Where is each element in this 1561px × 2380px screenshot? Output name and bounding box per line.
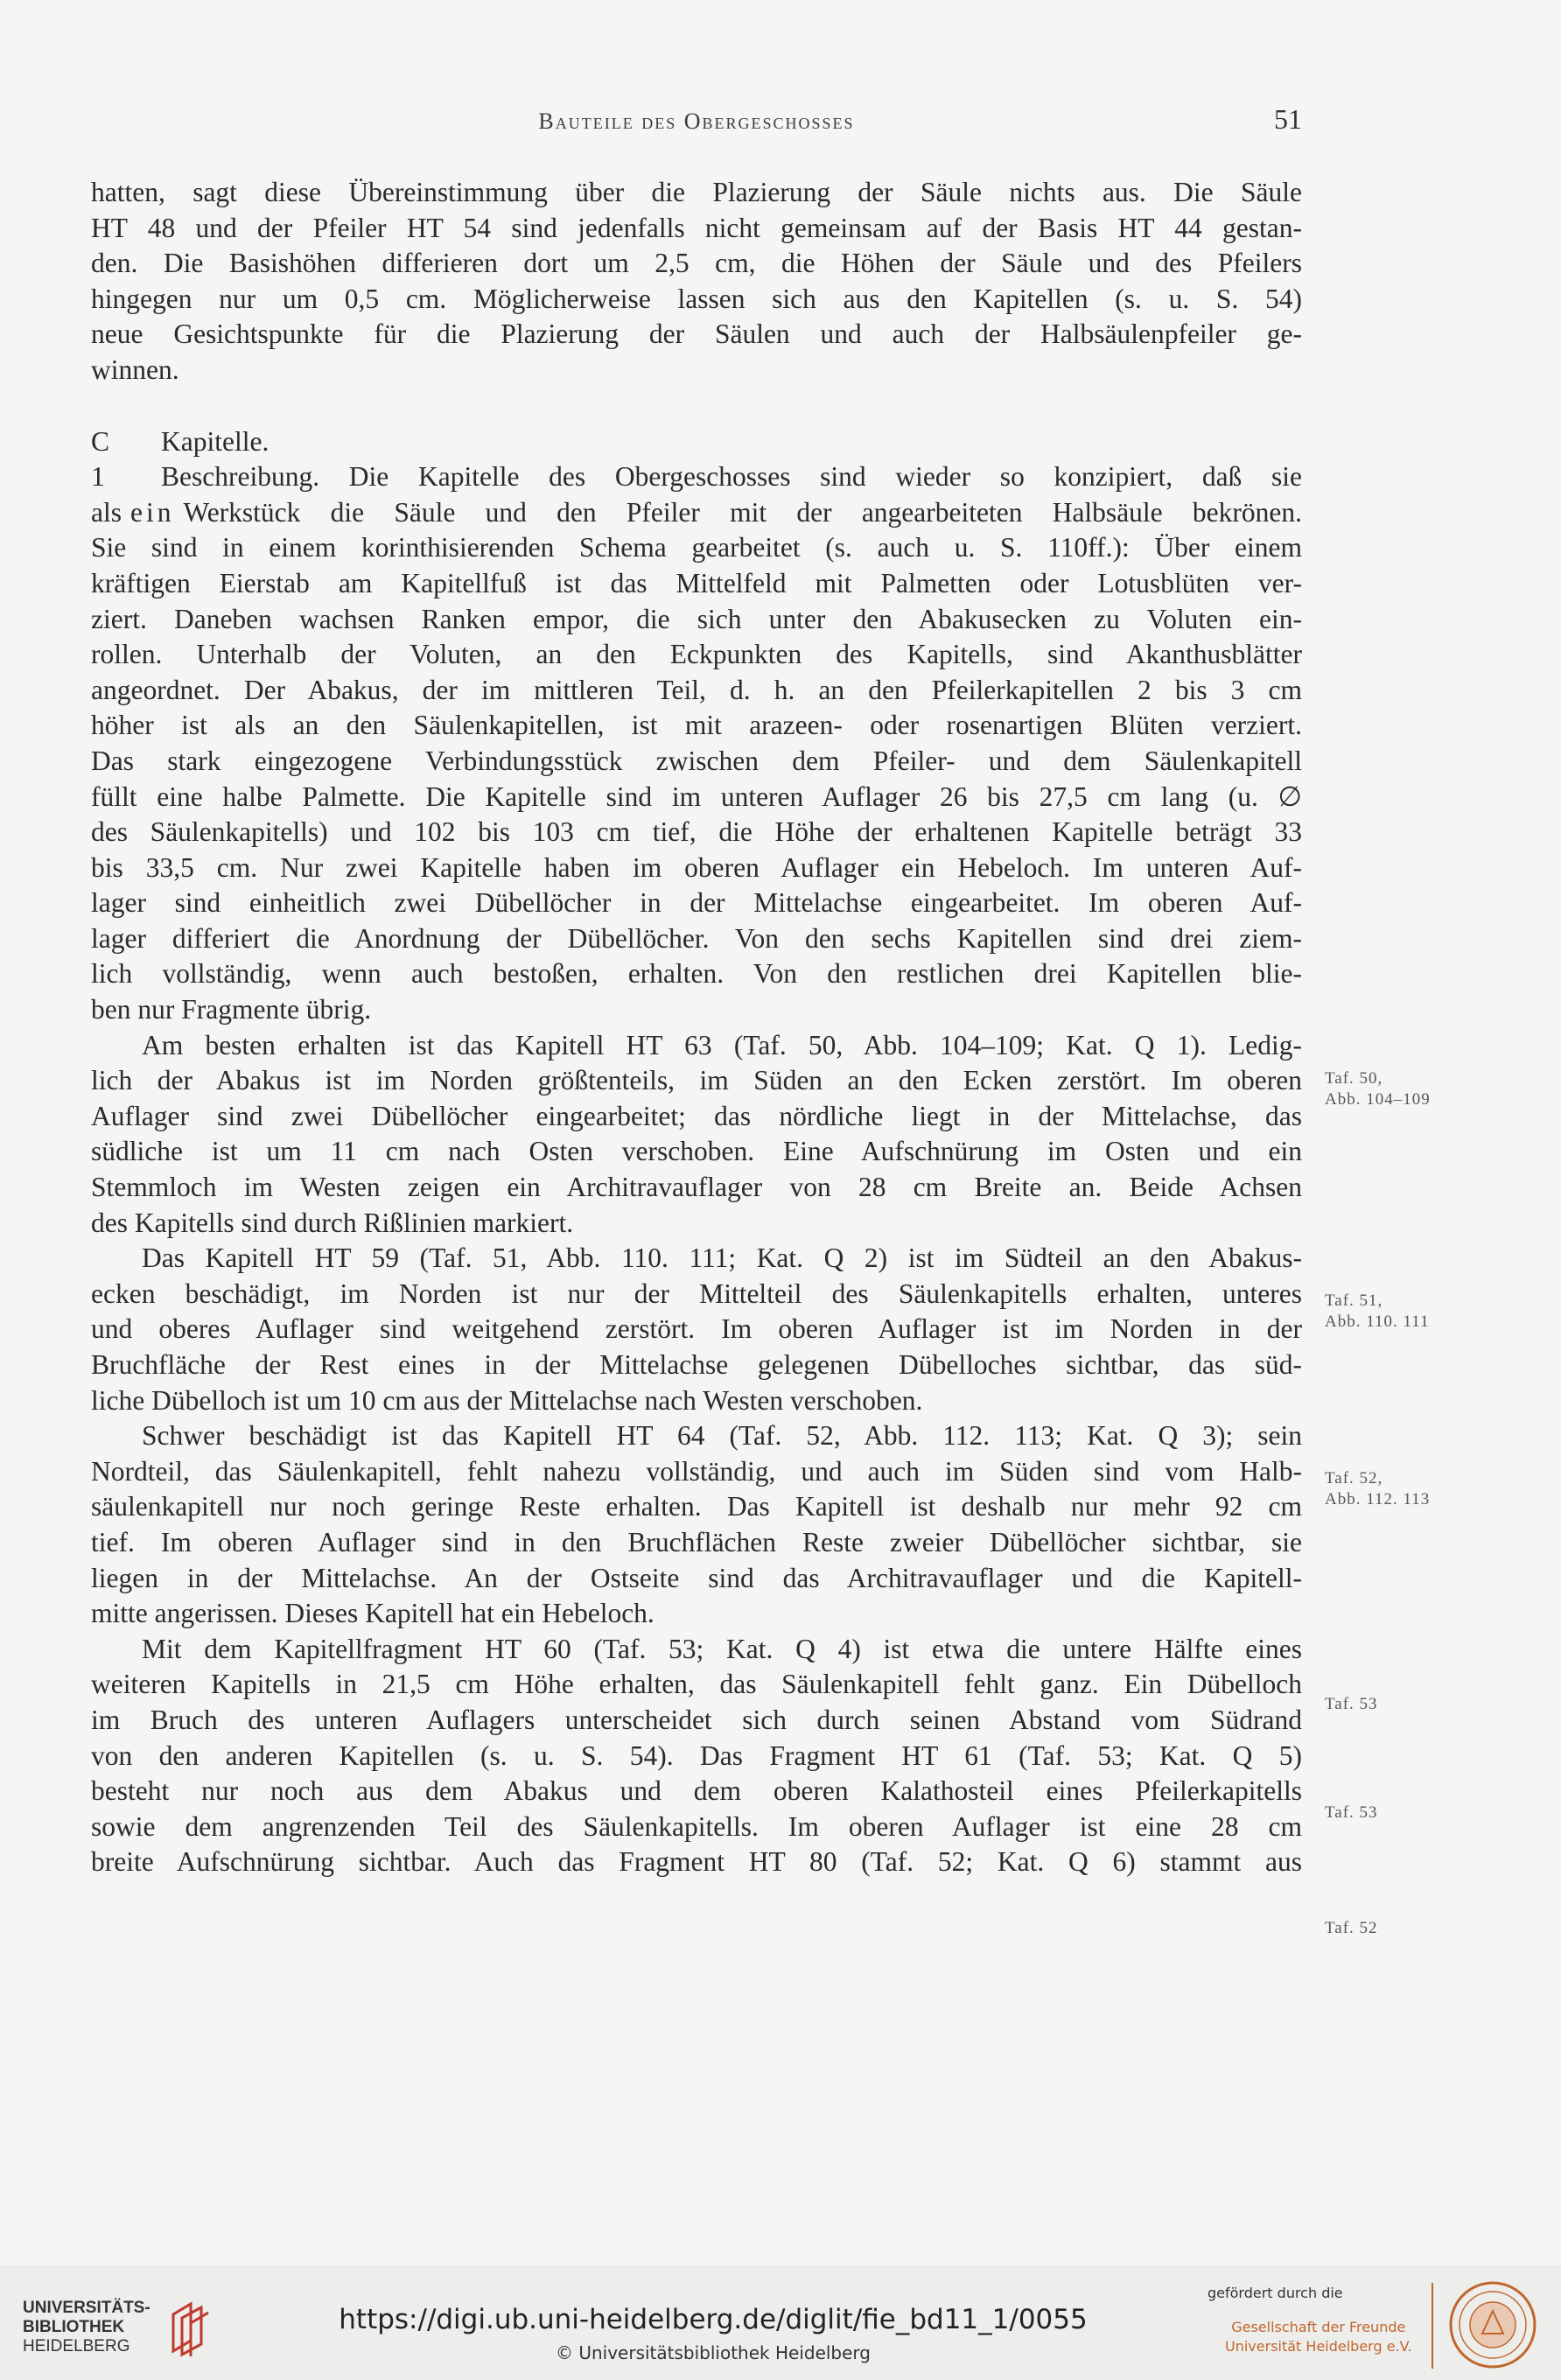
text-line: weiteren Kapitells in 21,5 cm Höhe erhalten, das Säulenkapitell fehlt ganz. Ein Dübelloch	[91, 1669, 1302, 1700]
text-line: höher ist als an den Säulenkapitellen, ist mit arazeen- oder rosenartigen Blüten verziert.	[91, 710, 1302, 741]
page-number: 51	[1274, 103, 1302, 135]
text-line: ben nur Fragmente übrig.	[91, 994, 372, 1026]
text-line: hingegen nur um 0,5 cm. Möglicherweise lassen sich aus den Kapitellen (s. u. S. 54)	[91, 283, 1302, 314]
text-line: Schwer beschädigt ist das Kapitell HT 64 (Taf. 52, Abb. 112. 113; Kat. Q 3); sein	[142, 1420, 1302, 1452]
library-logo-text	[23, 2299, 150, 2356]
text-line: angeordnet. Der Abakus, der im mittleren Teil, d. h. an den Pfeilerkapitellen 2 bis 3 cm	[91, 674, 1302, 705]
text-line: HT 48 und der Pfeiler HT 54 sind jedenfalls nicht gemeinsam auf der Basis HT 44 gestan-	[91, 212, 1302, 243]
text-line: winnen.	[91, 354, 179, 385]
section-heading	[91, 424, 1302, 460]
text-line: Nordteil, das Säulenkapitell, fehlt nahezu vollständig, und auch im Süden sind vom Halb-	[91, 1455, 1302, 1487]
body-text	[91, 175, 1302, 1880]
text-line: sowie dem angrenzenden Teil des Säulenkapitells. Im oberen Auflager ist eine 28 cm	[91, 1810, 1302, 1842]
text-line: ecken beschädigt, im Norden ist nur der Mittelteil des Säulenkapitells erhalten, unteres	[91, 1278, 1302, 1309]
subsection-line	[91, 459, 1302, 495]
text-line: und oberes Auflager sind weitgehend zerstört. Im oberen Auflager ist im Norden in der	[91, 1313, 1302, 1345]
text-line: von den anderen Kapitellen (s. u. S. 54). Das Fragment HT 61 (Taf. 53; Kat. Q 5)	[91, 1740, 1302, 1771]
text-line: lager sind einheitlich zwei Dübellöcher in der Mittelachse eingearbeitet. Im oberen Auf-	[91, 887, 1302, 919]
permalink-url[interactable]: https://digi.ub.uni-heidelberg.de/diglit/fie_bd11_1/0055	[339, 2304, 1088, 2335]
text-line: kräftigen Eierstab am Kapitellfuß ist das Mittelfeld mit Palmetten oder Lotusblüten ver-	[91, 567, 1302, 598]
text-line: liche Dübelloch ist um 10 cm aus der Mittelachse nach Westen verschoben.	[91, 1384, 923, 1416]
text-line: füllt eine halbe Palmette. Die Kapitelle sind im unteren Auflager 26 bis 27,5 cm lang (u. ∅	[91, 780, 1302, 812]
library-name-line: UNIVERSITÄTS-	[23, 2299, 150, 2317]
margin-note-line: Taf. 53	[1325, 1803, 1378, 1822]
section-letter: C	[91, 425, 110, 457]
sponsor-name	[1225, 2318, 1412, 2356]
text-line: den. Die Basishöhen differieren dort um 2,5 cm, die Höhen der Säule und des Pfeilers	[91, 248, 1302, 279]
sponsor-label: gefördert durch die	[1208, 2285, 1343, 2301]
text-line: Sie sind in einem korinthisierenden Schema gearbeitet (s. auch u. S. 110ff.): Über einem	[91, 532, 1302, 564]
text-line: südliche ist um 11 cm nach Osten verschoben. Eine Aufschnürung im Osten und ein	[91, 1136, 1302, 1167]
sponsor-name-line: Universität Heidelberg e.V.	[1225, 2338, 1412, 2355]
margin-note-line: Abb. 104–109	[1325, 1090, 1431, 1109]
subsection-number: 1	[91, 461, 105, 493]
text-line: Bruchfläche der Rest eines in der Mittelachse gelegenen Dübelloches sichtbar, das süd-	[91, 1349, 1302, 1380]
margin-note	[1325, 1802, 1378, 1824]
text-line: breite Aufschnürung sichtbar. Auch das Fragment HT 80 (Taf. 52; Kat. Q 6) stammt aus	[91, 1846, 1302, 1878]
university-seal-icon	[1447, 2279, 1538, 2370]
copyright-notice: © Universitätsbibliothek Heidelberg	[555, 2342, 871, 2363]
text-line: Mit dem Kapitellfragment HT 60 (Taf. 53; Kat. Q 4) ist etwa die untere Hälfte eines	[142, 1633, 1302, 1664]
text-line: Das stark eingezogene Verbindungsstück zwischen dem Pfeiler- und dem Säulenkapitell	[91, 745, 1302, 776]
margin-note	[1325, 1918, 1378, 1939]
sponsor-divider	[1432, 2283, 1433, 2369]
text-fragment: als	[91, 496, 122, 528]
text-line: Auflager sind zwei Dübellöcher eingearbeitet; das nördliche liegt in der Mittelachse, das	[91, 1100, 1302, 1131]
text-line: des Kapitells sind durch Rißlinien markiert.	[91, 1207, 574, 1238]
text-line: ziert. Daneben wachsen Ranken empor, die sich unter den Abakusecken zu Voluten ein-	[91, 603, 1302, 634]
margin-note-line: Taf. 50,	[1325, 1069, 1383, 1088]
text-line: säulenkapitell nur noch geringe Reste erhalten. Das Kapitell ist deshalb nur mehr 92 cm	[91, 1491, 1302, 1522]
margin-note	[1325, 1068, 1431, 1110]
text-line	[91, 495, 1302, 531]
text-line: tief. Im oberen Auflager sind in den Bruchflächen Reste zweier Dübellöcher sichtbar, sie	[91, 1526, 1302, 1558]
running-head	[91, 103, 1302, 144]
text-line: des Säulenkapitells) und 102 bis 103 cm tief, die Höhe der erhaltenen Kapitelle beträgt 33	[91, 816, 1302, 848]
library-name-line: HEIDELBERG	[23, 2337, 130, 2356]
subsection-text: Beschreibung. Die Kapitelle des Obergeschosses sind wieder so konzipiert, daß sie	[161, 461, 1302, 493]
text-line: liegen in der Mittelachse. An der Ostseite sind das Architravauflager und die Kapitell-	[91, 1562, 1302, 1593]
blank-line	[91, 388, 1302, 424]
text-line: bis 33,5 cm. Nur zwei Kapitelle haben im oberen Auflager ein Hebeloch. Im unteren Auf-	[91, 851, 1302, 883]
text-line: rollen. Unterhalb der Voluten, an den Eckpunkten des Kapitells, sind Akanthusblätter	[91, 639, 1302, 670]
margin-note	[1325, 1291, 1430, 1333]
text-line: neue Gesichtspunkte für die Plazierung der Säulen und auch der Halbsäulenpfeiler ge-	[91, 318, 1302, 350]
text-line: hatten, sagt diese Übereinstimmung über die Plazierung der Säule nichts aus. Die Säule	[91, 177, 1302, 207]
margin-note	[1325, 1468, 1430, 1510]
margin-note-line: Abb. 112. 113	[1325, 1490, 1431, 1508]
emphasized-word: ein	[130, 496, 175, 528]
text-line: besteht nur noch aus dem Abakus und dem oberen Kalathosteil eines Pfeilerkapitells	[91, 1775, 1302, 1807]
text-line: im Bruch des unteren Auflagers unterscheidet sich durch seinen Abstand vom Südrand	[91, 1704, 1302, 1735]
running-title: Bauteile des Obergeschosses	[538, 108, 855, 134]
text-line: Stemmloch im Westen zeigen ein Architravauflager von 28 cm Breite an. Beide Achsen	[91, 1172, 1302, 1203]
text-line: lager differiert die Anordnung der Dübellöcher. Von den sechs Kapitellen sind drei ziem-	[91, 922, 1302, 954]
section-title: Kapitelle.	[161, 425, 270, 457]
sponsor-name-line: Gesellschaft der Freunde	[1231, 2319, 1406, 2335]
margin-note	[1325, 1694, 1378, 1715]
library-emblem-icon	[156, 2299, 217, 2360]
text-line: mitte angerissen. Dieses Kapitell hat ein Hebeloch.	[91, 1598, 654, 1629]
text-line: lich vollständig, wenn auch bestoßen, erhalten. Von den restlichen drei Kapitellen blie-	[91, 958, 1302, 990]
margin-note-line: Taf. 51,	[1325, 1292, 1383, 1310]
library-name-line: BIBLIOTHEK	[23, 2318, 125, 2336]
text-line: Am besten erhalten ist das Kapitell HT 63 (Taf. 50, Abb. 104–109; Kat. Q 1). Ledig-	[142, 1029, 1302, 1060]
margin-note-line: Taf. 53	[1325, 1695, 1378, 1713]
margin-note-line: Taf. 52,	[1325, 1469, 1383, 1488]
margin-note-line: Abb. 110. 111	[1325, 1312, 1430, 1331]
text-line: lich der Abakus ist im Norden größtenteils, im Süden an den Ecken zerstört. Im oberen	[91, 1065, 1302, 1096]
margin-note-line: Taf. 52	[1325, 1919, 1378, 1937]
text-line: Das Kapitell HT 59 (Taf. 51, Abb. 110. 111; Kat. Q 2) ist im Südteil an den Abakus-	[142, 1242, 1302, 1274]
text-fragment: Werkstück die Säule und den Pfeiler mit der angearbeiteten Halbsäule bekrönen.	[183, 496, 1302, 528]
footer-bar	[0, 2266, 1561, 2380]
